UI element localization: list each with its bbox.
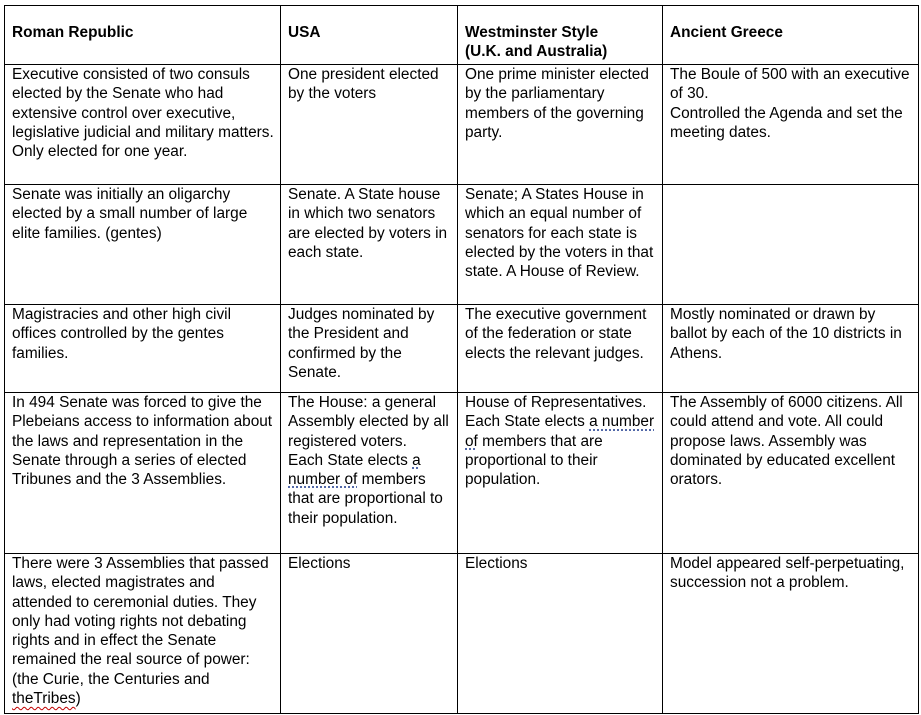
cell-text: House of Representatives. Each State elects a number of members that are proportional to their population.: [465, 394, 655, 489]
cell-greece-executive: [663, 65, 919, 185]
header-roman-republic: [5, 6, 281, 65]
cell-text: Elections: [288, 555, 351, 572]
cell-text: In 494 Senate was forced to give the Plebeians access to information about the laws and representation in the Senate through a series of elected Tribunes and the 3 Assemblies.: [12, 394, 273, 489]
table-row: [5, 393, 919, 554]
cell-text: One president elected by the voters: [288, 66, 439, 103]
header-label: Ancient Greece: [670, 24, 783, 41]
cell-greece-succession: [663, 554, 919, 714]
cell-text: Judges nominated by the President and confirmed by the Senate.: [288, 306, 435, 381]
cell-westminster-executive: [458, 65, 663, 185]
cell-text: The House: a general Assembly elected by all registered voters. Each State elects a number of members that are proportional to their population.: [288, 394, 449, 527]
cell-usa-senate: [281, 185, 458, 305]
cell-usa-elections: [281, 554, 458, 714]
header-usa: [281, 6, 458, 65]
cell-text: One prime minister elected by the parliamentary members of the governing party.: [465, 66, 649, 141]
cell-text: Senate was initially an oligarchy elected by a small number of large elite families. (gentes): [12, 186, 248, 242]
proofing-mark: a number of: [465, 413, 655, 450]
table-row: [5, 65, 919, 185]
comparison-table: [4, 5, 919, 714]
header-ancient-greece: [663, 6, 919, 65]
cell-westminster-house: [458, 393, 663, 554]
header-westminster-style: [458, 6, 663, 65]
cell-text: Magistracies and other high civil offices controlled by the gentes families.: [12, 306, 231, 362]
table-row: [5, 554, 919, 714]
cell-text: There were 3 Assemblies that passed laws, elected magistrates and attended to ceremonial duties. They only had voting rights not debating rights and in effect the Senate remained the real source of power: (the Curie, the Centuries and theTribes): [12, 555, 269, 708]
cell-text: Senate. A State house in which two senators are elected by voters in each state.: [288, 186, 448, 261]
cell-greece-assembly: [663, 393, 919, 554]
cell-greece-senate: [663, 185, 919, 305]
cell-usa-executive: [281, 65, 458, 185]
cell-text: Senate; A States House in which an equal number of senators for each state is elected by the voters in that state. A House of Review.: [465, 186, 654, 281]
cell-greece-officials: [663, 305, 919, 393]
cell-text: Elections: [465, 555, 528, 572]
cell-roman-magistracies: [5, 305, 281, 393]
header-label: USA: [288, 24, 321, 41]
table-row: [5, 305, 919, 393]
cell-text: Executive consisted of two consuls elected by the Senate who had extensive control over executive, legislative judicial and military matters. Only elected for one year.: [12, 66, 274, 161]
cell-usa-house: [281, 393, 458, 554]
proofing-mark: a number of: [288, 451, 421, 489]
table-row: [5, 185, 919, 305]
cell-roman-senate: [5, 185, 281, 305]
cell-usa-judges: [281, 305, 458, 393]
cell-westminster-elections: [458, 554, 663, 714]
cell-roman-assemblies: [5, 554, 281, 714]
header-label: Roman Republic: [12, 24, 134, 41]
header-row: [5, 6, 919, 65]
cell-roman-executive: [5, 65, 281, 185]
cell-text: The executive government of the federation or state elects the relevant judges.: [465, 306, 647, 362]
header-label: Westminster Style (U.K. and Australia): [465, 24, 608, 60]
cell-westminster-judges: [458, 305, 663, 393]
proofing-mark: theTribes: [12, 690, 76, 708]
cell-text: Model appeared self-perpetuating, succession not a problem.: [670, 555, 905, 592]
cell-text: Mostly nominated or drawn by ballot by each of the 10 districts in Athens.: [670, 306, 902, 362]
cell-text: The Assembly of 6000 citizens. All could attend and vote. All could propose laws. Assembly was dominated by educated excellent orators.: [670, 394, 903, 489]
cell-text: The Boule of 500 with an executive of 30. Controlled the Agenda and set the meeting dates.: [670, 66, 910, 141]
cell-westminster-senate: [458, 185, 663, 305]
cell-roman-plebeians: [5, 393, 281, 554]
